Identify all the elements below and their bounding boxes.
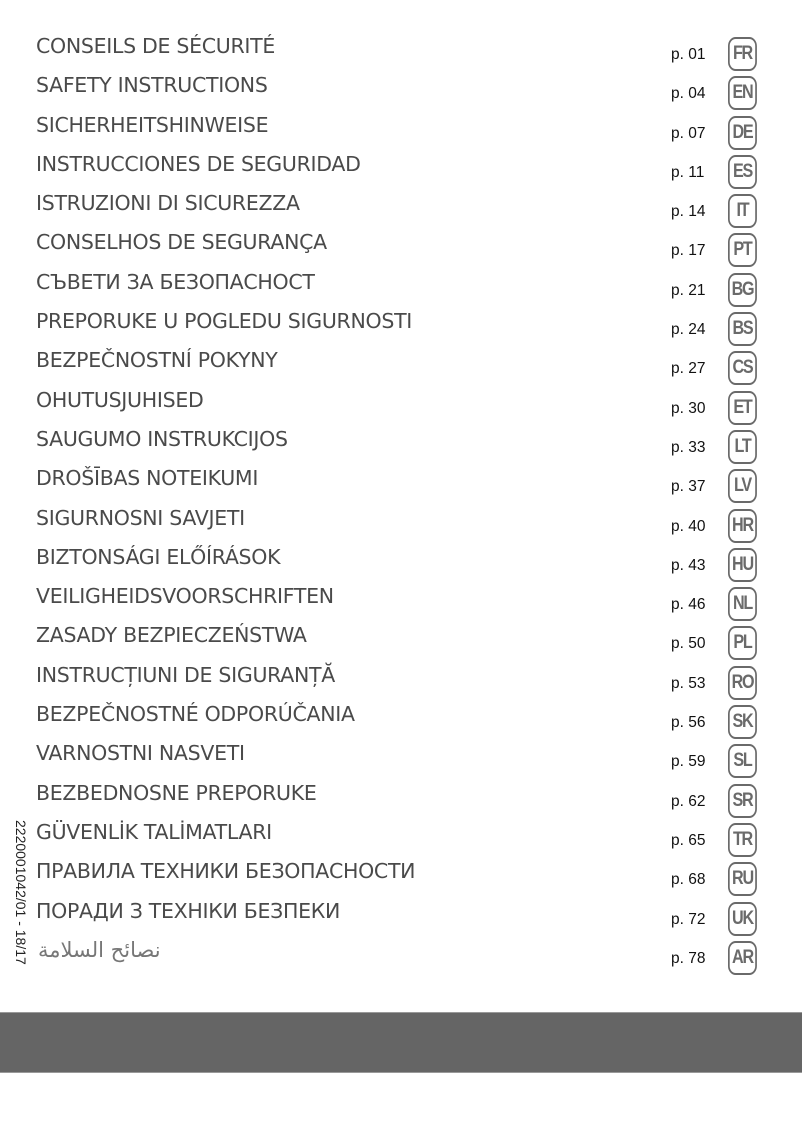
toc-title: CONSEILS DE SÉCURITÉ [36, 34, 276, 58]
page-number: p. 59 [671, 753, 706, 771]
toc-title: نصائح السلامة [38, 937, 161, 962]
toc-entry-ro[interactable] [0, 657, 802, 696]
language-badge-icon: RU [728, 862, 757, 896]
page-number: p. 11 [671, 163, 705, 181]
toc-entry-uk[interactable] [0, 893, 802, 932]
page-number: p. 62 [671, 792, 706, 810]
toc-title: CONSELHOS DE SEGURANÇA [36, 230, 327, 255]
language-badge-icon: SR [728, 784, 757, 818]
toc-title: SAFETY INSTRUCTIONS [36, 73, 268, 98]
toc-title: SIGURNOSNI SAVJETI [36, 505, 245, 530]
toc-entry-sl[interactable] [0, 735, 802, 774]
page-number: p. 53 [671, 674, 706, 692]
toc-title: DROŠĪBAS NOTEIKUMI [36, 466, 259, 491]
toc-entry-tr[interactable] [0, 814, 802, 853]
toc-title: VARNOSTNI NASVETI [36, 741, 245, 766]
toc-title: BEZPEČNOSTNÉ ODPORÚČANIA [36, 702, 355, 727]
toc-entry-hu[interactable] [0, 539, 802, 578]
toc-entry-it[interactable] [0, 185, 802, 224]
toc-title: INSTRUCȚIUNI DE SIGURANȚĂ [36, 662, 335, 687]
toc-title: VEILIGHEIDSVOORSCHRIFTEN [36, 584, 334, 609]
page-number: p. 17 [671, 242, 706, 260]
language-badge-icon: BS [728, 312, 757, 346]
toc-entry-cs[interactable] [0, 342, 802, 381]
page-number: p. 46 [671, 596, 706, 614]
page-number: p. 50 [671, 635, 706, 653]
toc-title: BEZBEDNOSNE PREPORUKE [36, 780, 317, 805]
toc-entry-es[interactable] [0, 146, 802, 185]
language-badge-icon: AR [728, 941, 757, 975]
language-badge-icon: ET [728, 391, 757, 425]
toc-title: OHUTUSJUHISED [36, 387, 204, 412]
language-badge-icon: FR [728, 37, 757, 71]
document-id: 2220001042/01 - 18/17 [13, 820, 29, 965]
table-of-contents [0, 28, 802, 971]
toc-title: BIZTONSÁGI ELŐÍRÁSOK [36, 544, 281, 569]
page-number: p. 21 [671, 281, 706, 299]
language-badge-icon: ES [728, 155, 757, 189]
toc-title: ПРАВИЛА ТЕХНИКИ БЕЗОПАСНОСТИ [36, 859, 416, 884]
page-number: p. 43 [671, 556, 706, 574]
footer-band [0, 1012, 802, 1073]
toc-entry-fr[interactable] [0, 28, 802, 67]
toc-title: SICHERHEITSHINWEISE [36, 112, 269, 137]
page-number: p. 27 [671, 360, 706, 378]
page-number: p. 40 [671, 517, 706, 535]
page-number: p. 65 [671, 831, 706, 849]
toc-entry-nl[interactable] [0, 578, 802, 617]
page-number: p. 56 [671, 714, 706, 732]
page-number: p. 01 [671, 46, 706, 63]
page-number: p. 78 [671, 949, 706, 967]
toc-entry-hr[interactable] [0, 500, 802, 539]
toc-entry-ar[interactable] [0, 932, 802, 971]
toc-title: GÜVENLİK TALİMATLARI [36, 819, 272, 844]
toc-entry-et[interactable] [0, 382, 802, 421]
toc-entry-bg[interactable] [0, 264, 802, 303]
language-badge-icon: DE [728, 116, 757, 150]
language-badge-icon: RO [728, 666, 757, 700]
toc-entry-de[interactable] [0, 107, 802, 146]
language-badge-icon: HU [728, 548, 757, 582]
toc-title: ISTRUZIONI DI SICUREZZA [36, 191, 300, 216]
toc-entry-pt[interactable] [0, 224, 802, 263]
toc-title: СЪВЕТИ ЗА БЕЗОПАСНОСТ [36, 269, 315, 294]
page-number: p. 14 [671, 203, 706, 221]
language-badge-icon: SL [728, 744, 757, 778]
toc-entry-sk[interactable] [0, 696, 802, 735]
page-number: p. 24 [671, 321, 706, 339]
toc-title: INSTRUCCIONES DE SEGURIDAD [36, 151, 361, 176]
language-badge-icon: NL [728, 587, 757, 621]
language-badge-icon: SK [728, 705, 757, 739]
toc-title: PREPORUKE U POGLEDU SIGURNOSTI [36, 309, 413, 334]
toc-entry-en[interactable] [0, 67, 802, 106]
language-badge-icon: PT [728, 233, 757, 267]
language-badge-icon: LT [728, 430, 757, 464]
page-number: p. 72 [671, 910, 706, 928]
language-badge-icon: HR [728, 509, 757, 543]
toc-title: ПОРАДИ З ТЕХНІКИ БЕЗПЕКИ [36, 898, 341, 923]
toc-title: ZASADY BEZPIECZEŃSTWA [36, 623, 307, 648]
page-number: p. 07 [671, 124, 706, 142]
language-badge-icon: BG [728, 273, 757, 307]
language-badge-icon: CS [728, 351, 757, 385]
language-badge-icon: PL [728, 626, 757, 660]
language-badge-icon: UK [728, 902, 757, 936]
toc-entry-lv[interactable] [0, 460, 802, 499]
page-number: p. 33 [671, 438, 706, 456]
page-number: p. 04 [671, 85, 706, 103]
toc-title: SAUGUMO INSTRUKCIJOS [36, 426, 288, 451]
language-badge-icon: LV [728, 469, 757, 503]
page-number: p. 68 [671, 871, 706, 889]
toc-entry-sr[interactable] [0, 775, 802, 814]
toc-entry-pl[interactable] [0, 617, 802, 656]
toc-entry-lt[interactable] [0, 421, 802, 460]
language-badge-icon: IT [728, 194, 757, 228]
page-number: p. 30 [671, 399, 706, 417]
toc-entry-ru[interactable] [0, 853, 802, 892]
toc-title: BEZPEČNOSTNÍ POKYNY [36, 348, 278, 373]
toc-entry-bs[interactable] [0, 303, 802, 342]
page-number: p. 37 [671, 478, 706, 496]
language-badge-icon: TR [728, 823, 757, 857]
language-badge-icon: EN [728, 76, 757, 110]
